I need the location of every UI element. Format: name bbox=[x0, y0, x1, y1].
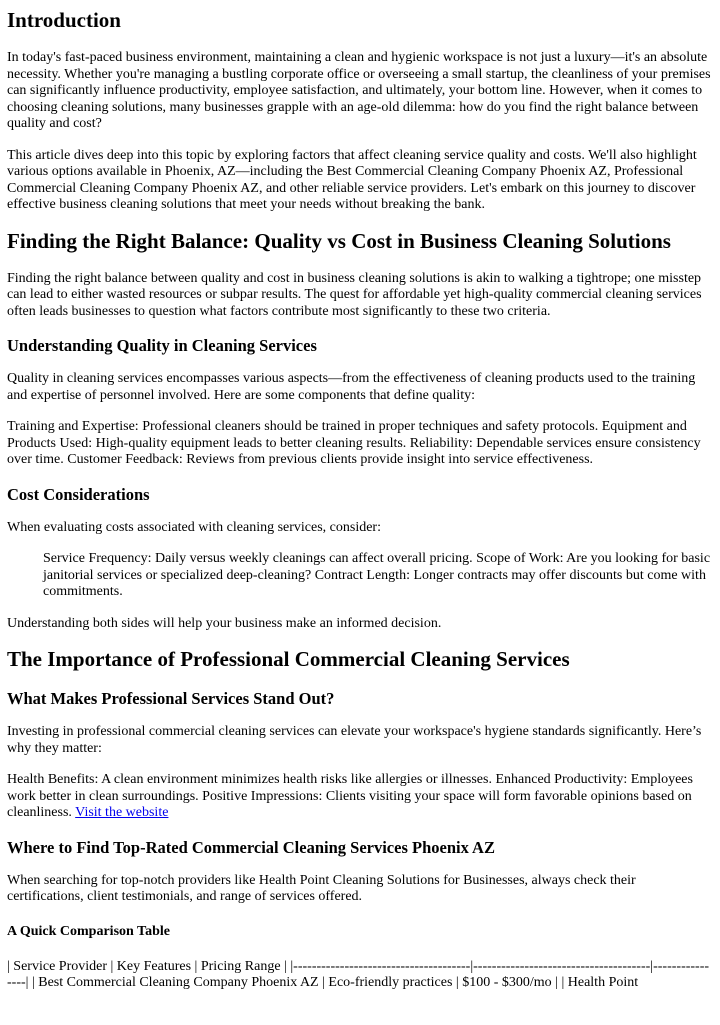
intro-heading: Introduction bbox=[7, 8, 121, 32]
where-heading: Where to Find Top-Rated Commercial Cleaning Services Phoenix AZ bbox=[7, 837, 495, 857]
comparison-table-raw: | Service Provider | Key Features | Pricing Range | |--------------------------------------|--------------------------------------|----------------| | Best Commercial Cleaning Company Phoenix AZ | Eco-friendly practices | $100 - $300/mo | | Health Point bbox=[7, 958, 710, 990]
table-heading: A Quick Comparison Table bbox=[7, 923, 170, 939]
intro-paragraph-1: In today's fast-paced business environment, maintaining a clean and hygienic workspace is not just a luxury—it's an absolute necessity. Whether you're managing a bustling corporate office or overseeing a small startup, the cleanliness of your premises can significantly influence productivity, employee satisfaction, and ultimately, your bottom line. However, when it comes to choosing cleaning solutions, many businesses grapple with an age-old dilemma: how do you find the right balance between quality and cost? bbox=[7, 50, 711, 131]
balance-heading: Finding the Right Balance: Quality vs Cost in Business Cleaning Solutions bbox=[7, 228, 671, 253]
intro-paragraph-2: This article dives deep into this topic by exploring factors that affect cleaning service quality and costs. We'll also highlight various options available in Phoenix, AZ—including the Best Commercial Cleaning Company Phoenix AZ, Professional Commercial Cleaning Company Phoenix AZ, and other reliable service providers. Let's embark on this journey to discover effective business cleaning solutions that meet your needs without breaking the bank. bbox=[7, 147, 697, 212]
standout-paragraph-1: Investing in professional commercial cleaning services can elevate your workspace's hygiene standards significantly. Here’s why they matter: bbox=[7, 724, 702, 756]
cost-paragraph-2: Understanding both sides will help your business make an informed decision. bbox=[7, 615, 442, 631]
standout-paragraph-2 bbox=[7, 772, 713, 822]
standout-heading: What Makes Professional Services Stand Out? bbox=[7, 689, 335, 708]
where-paragraph: When searching for top-notch providers like Health Point Cleaning Solutions for Businesses, always check their certifications, client testimonials, and range of services offered. bbox=[7, 872, 636, 904]
importance-heading: The Importance of Professional Commercial Cleaning Services bbox=[7, 647, 570, 671]
quality-paragraph-2: Training and Expertise: Professional cleaners should be trained in proper techniques and safety protocols. Equipment and Products Used: High-quality equipment leads to better cleaning results. Reliability: Dependable services ensure consistency over time. Customer Feedback: Reviews from previous clients provide insight into service effectiveness. bbox=[7, 419, 701, 467]
quality-paragraph-1: Quality in cleaning services encompasses various aspects—from the effectiveness of cleaning products used to the training and expertise of personnel involved. Here are some components that define quality: bbox=[7, 371, 696, 403]
cost-heading: Cost Considerations bbox=[7, 484, 150, 504]
cost-quote: Service Frequency: Daily versus weekly cleanings can affect overall pricing. Scope of Work: Are you looking for basic janitorial services or specialized deep-cleaning? Contract Length: Longer contracts may offer discounts but come with commitments. bbox=[43, 551, 711, 599]
balance-paragraph: Finding the right balance between quality and cost in business cleaning solutions is akin to walking a tightrope; one misstep can lead to either wasted resources or subpar results. The quest for affordable yet high-quality commercial cleaning services often leads businesses to question what factors contribute most significantly to these two criteria. bbox=[7, 270, 702, 319]
cost-paragraph-1: When evaluating costs associated with cleaning services, consider: bbox=[7, 519, 381, 535]
standout-paragraph-2-text: Health Benefits: A clean environment minimizes health risks like allergies or illnesses. Enhanced Productivity: Employees work better in clean surroundings. Positive Impressions: Clients visiting your space will form favorable opinions based on cleanliness. bbox=[7, 772, 693, 820]
article bbox=[0, 8, 720, 992]
visit-website-link[interactable]: Visit the website bbox=[75, 805, 169, 820]
quality-heading: Understanding Quality in Cleaning Services bbox=[7, 336, 317, 355]
